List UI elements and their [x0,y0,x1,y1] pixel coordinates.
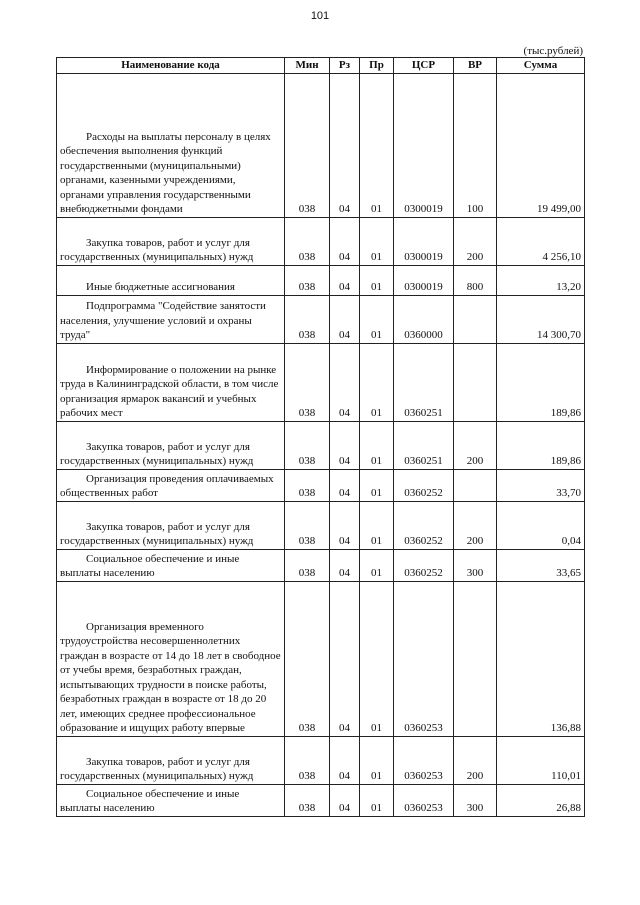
row-sum: 14 300,70 [497,295,585,343]
row-rz: 04 [330,295,360,343]
row-csr: 0360252 [394,549,454,581]
header-sum: Сумма [497,58,585,74]
row-min: 038 [285,343,330,421]
row-vr: 200 [454,736,497,784]
row-sum: 189,86 [497,421,585,469]
row-min: 038 [285,501,330,549]
row-vr: 200 [454,501,497,549]
row-rz: 04 [330,469,360,501]
row-name: Закупка товаров, работ и услуг для государственных (муниципальных) нужд [57,217,285,265]
row-rz: 04 [330,581,360,736]
table-row [57,217,585,265]
row-vr: 200 [454,421,497,469]
row-vr [454,581,497,736]
row-name: Подпрограмма "Содействие занятости населения, улучшение условий и охраны труда" [57,295,285,343]
header-name: Наименование кода [57,58,285,74]
row-name: Организация временного трудоустройства несовершеннолетних граждан в возрасте от 14 до 18 лет в свободное от учебы время, безработных граждан, испытывающих трудности в поиске работы, безработных граждан в возрасте от 18 до 20 лет, имеющих среднее профессиональное образование и ищущих работу впервые [57,581,285,736]
row-pr: 01 [360,73,394,217]
row-sum: 33,70 [497,469,585,501]
row-csr: 0360000 [394,295,454,343]
row-rz: 04 [330,549,360,581]
header-row [57,58,585,74]
row-pr: 01 [360,784,394,816]
row-csr: 0360253 [394,581,454,736]
row-pr: 01 [360,265,394,295]
row-csr: 0300019 [394,265,454,295]
row-name: Закупка товаров, работ и услуг для государственных (муниципальных) нужд [57,421,285,469]
row-sum: 0,04 [497,501,585,549]
row-pr: 01 [360,736,394,784]
row-csr: 0360251 [394,343,454,421]
table-row [57,421,585,469]
table-row [57,469,585,501]
row-pr: 01 [360,343,394,421]
header-rz: Рз [330,58,360,74]
row-min: 038 [285,549,330,581]
table-row [57,549,585,581]
budget-table [56,57,585,817]
table-row [57,501,585,549]
row-min: 038 [285,421,330,469]
row-name: Закупка товаров, работ и услуг для государственных (муниципальных) нужд [57,736,285,784]
table-row [57,295,585,343]
row-sum: 33,65 [497,549,585,581]
row-csr: 0360252 [394,469,454,501]
row-name: Социальное обеспечение и иные выплаты населению [57,784,285,816]
header-pr: Пр [360,58,394,74]
row-vr [454,469,497,501]
row-sum: 136,88 [497,581,585,736]
row-min: 038 [285,784,330,816]
row-sum: 4 256,10 [497,217,585,265]
page-number: 101 [310,10,330,22]
row-csr: 0300019 [394,73,454,217]
row-min: 038 [285,73,330,217]
row-vr: 100 [454,73,497,217]
row-min: 038 [285,265,330,295]
row-vr: 200 [454,217,497,265]
row-csr: 0360253 [394,736,454,784]
row-pr: 01 [360,501,394,549]
row-rz: 04 [330,217,360,265]
row-pr: 01 [360,217,394,265]
header-vr: ВР [454,58,497,74]
row-name: Организация проведения оплачиваемых общественных работ [57,469,285,501]
row-name: Закупка товаров, работ и услуг для государственных (муниципальных) нужд [57,501,285,549]
row-rz: 04 [330,73,360,217]
row-vr [454,295,497,343]
row-name: Иные бюджетные ассигнования [57,265,285,295]
row-vr [454,343,497,421]
row-pr: 01 [360,581,394,736]
row-sum: 110,01 [497,736,585,784]
header-min: Мин [285,58,330,74]
row-rz: 04 [330,421,360,469]
row-vr: 800 [454,265,497,295]
row-rz: 04 [330,343,360,421]
row-min: 038 [285,736,330,784]
row-vr: 300 [454,784,497,816]
row-csr: 0360251 [394,421,454,469]
row-pr: 01 [360,549,394,581]
row-rz: 04 [330,265,360,295]
table-row [57,265,585,295]
row-sum: 13,20 [497,265,585,295]
row-csr: 0360252 [394,501,454,549]
table-row [57,73,585,217]
row-csr: 0300019 [394,217,454,265]
row-sum: 189,86 [497,343,585,421]
row-pr: 01 [360,295,394,343]
row-name: Информирование о положении на рынке труда в Калининградской области, в том числе организация ярмарок вакансий и учебных рабочих мест [57,343,285,421]
row-pr: 01 [360,469,394,501]
row-min: 038 [285,469,330,501]
row-rz: 04 [330,784,360,816]
row-rz: 04 [330,501,360,549]
table-row [57,736,585,784]
row-csr: 0360253 [394,784,454,816]
units-label: (тыс.рублей) [523,45,583,57]
table-row [57,784,585,816]
row-vr: 300 [454,549,497,581]
row-sum: 26,88 [497,784,585,816]
row-min: 038 [285,581,330,736]
row-min: 038 [285,217,330,265]
row-sum: 19 499,00 [497,73,585,217]
row-rz: 04 [330,736,360,784]
row-pr: 01 [360,421,394,469]
table-row [57,581,585,736]
table-row [57,343,585,421]
header-csr: ЦСР [394,58,454,74]
row-min: 038 [285,295,330,343]
row-name: Социальное обеспечение и иные выплаты населению [57,549,285,581]
row-name: Расходы на выплаты персоналу в целях обеспечения выполнения функций государственными (муниципальными) органами, казенными учреждениями, органами управления государственными внебюджетными фондами [57,73,285,217]
